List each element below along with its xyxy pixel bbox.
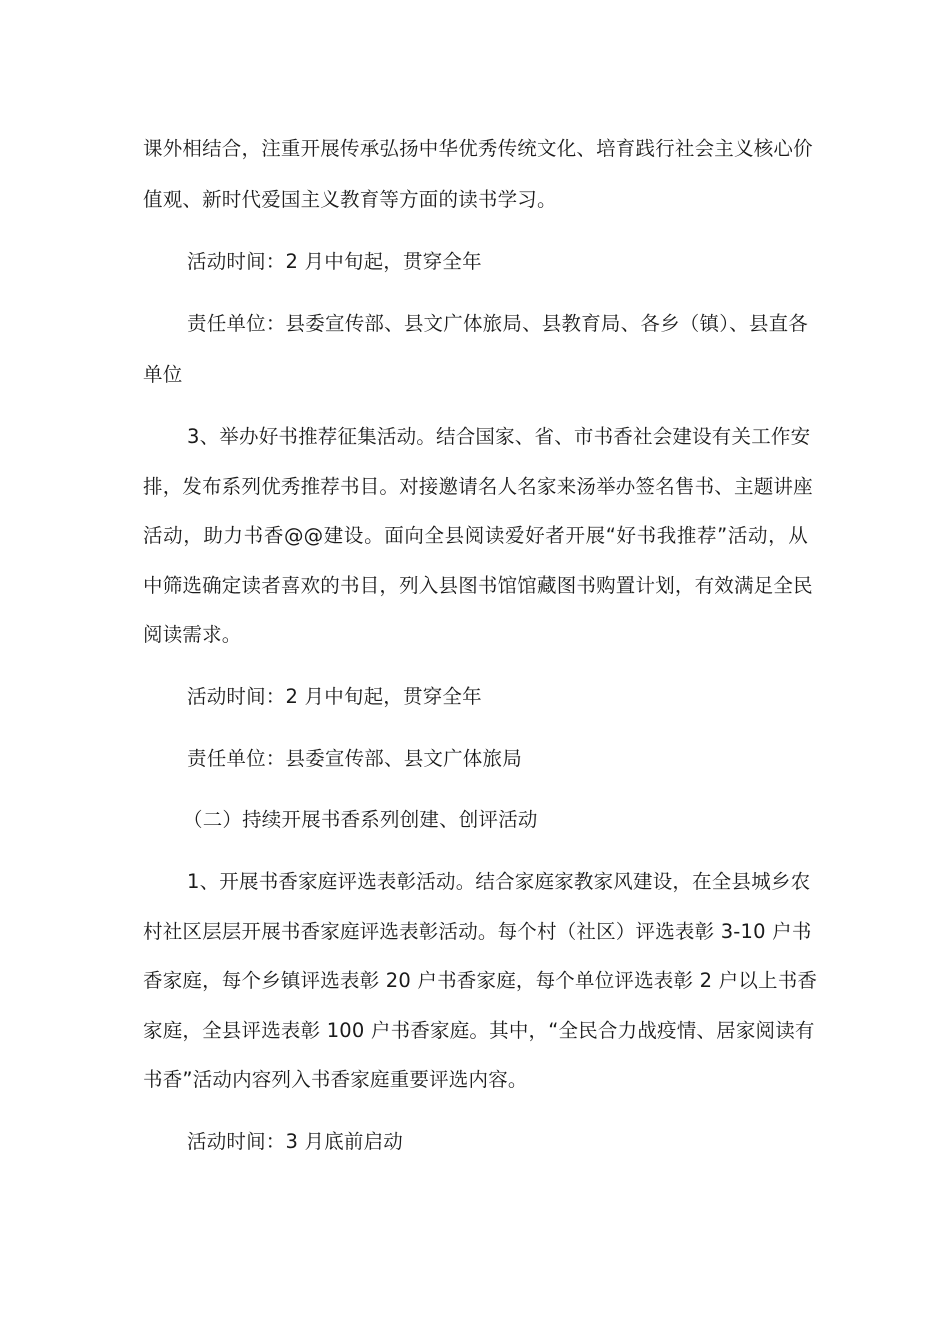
paragraph-line: 书香”活动内容列入书香家庭重要评选内容。 — [143, 1068, 528, 1091]
paragraph-line: 活动，助力书香@@建设。面向全县阅读爱好者开展“好书我推荐”活动，从 — [143, 524, 808, 547]
paragraph-line: 课外相结合，注重开展传承弘扬中华优秀传统文化、培育践行社会主义核心价 — [143, 137, 813, 160]
activity-time: 活动时间：3 月底前启动 — [187, 1130, 404, 1153]
paragraph-line: 值观、新时代爱国主义教育等方面的读书学习。 — [143, 188, 557, 211]
paragraph-line: 香家庭，每个乡镇评选表彰 20 户书香家庭，每个单位评选表彰 2 户以上书香 — [143, 969, 818, 992]
activity-time: 活动时间：2 月中旬起，贯穿全年 — [187, 685, 482, 708]
responsible-unit: 责任单位：县委宣传部、县文广体旅局 — [187, 747, 522, 770]
item-heading: 3、举办好书推荐征集活动。结合国家、省、市书香社会建设有关工作安 — [187, 425, 811, 448]
item-heading: 1、开展书香家庭评选表彰活动。结合家庭家教家风建设，在全县城乡农 — [187, 870, 811, 893]
paragraph-line: 村社区层层开展书香家庭评选表彰活动。每个村（社区）评选表彰 3-10 户书 — [143, 920, 812, 943]
activity-time: 活动时间：2 月中旬起，贯穿全年 — [187, 250, 482, 273]
paragraph-line: 阅读需求。 — [143, 623, 242, 646]
paragraph-line: 单位 — [143, 363, 183, 386]
section-heading: （二）持续开展书香系列创建、创评活动 — [183, 808, 538, 831]
paragraph-line: 排，发布系列优秀推荐书目。对接邀请名人名家来汤举办签名售书、主题讲座 — [143, 475, 813, 498]
paragraph-line: 家庭，全县评选表彰 100 户书香家庭。其中，“全民合力战疫情、居家阅读有 — [143, 1019, 815, 1042]
responsible-unit: 责任单位：县委宣传部、县文广体旅局、县教育局、各乡（镇）、县直各 — [187, 312, 808, 335]
paragraph-line: 中筛选确定读者喜欢的书目，列入县图书馆馆藏图书购置计划，有效满足全民 — [143, 574, 813, 597]
